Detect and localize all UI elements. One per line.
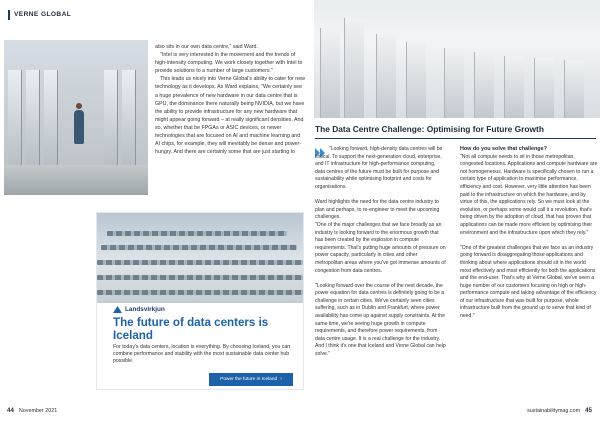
server-racks-photo (314, 0, 600, 118)
article-left-column (315, 146, 446, 366)
chevron-right-icon: › (280, 376, 282, 382)
body-paragraph: also sits in our own data centre," said Ward. (155, 44, 258, 50)
brand-mark (8, 10, 10, 20)
left-page-footer (7, 407, 57, 414)
datacentre-photo (4, 40, 148, 195)
right-page-number: 45 (585, 407, 592, 414)
article-paragraph: "Looking forward over the course of the next decade, the power equation for data centres is definitely going to be a challenge in certain cities. We've certainly seen cities suffering, such as in Dublin and Frankfurt, where power availability has come up against supply constraints. At the same time, we're seeing huge growth in compute requirements, and therefore power requirements, from data centre usage. It is a real challenge for the industry. And I think it's one that Iceland and Verne Global can help solve." (315, 282, 446, 358)
server-hall-photo (97, 213, 303, 303)
body-paragraph: This leads us nicely into Verne Global's ability to cater for new technology as it develops. As Ward explains, "We certainly see a huge prevalence of new hardware in our data centre that is GPU, the dominance there naturally being NVIDIA, but we have the ability to provide infrastructure for any new hardware that might appear going forward – at really significant densities. And so, whether that be FPGAs or ASIC devices, or newer technologies that are focused on AI and machine learning and AI chips, for example, they will inevitably be dense and power-hungry. And there are certainly some that are just starting to (155, 76, 305, 156)
title-divider (315, 138, 596, 139)
advert-logo (113, 306, 165, 313)
advert-headline: The future of data centers is Iceland (113, 316, 269, 342)
article-paragraph: "One of the major challenges that we face broadly as an industry is looking forward to the enormous growth that has been created by the explosion in compute requirements. That's putting huge amounts of pressure on power capacity, particularly in cities and other metropolitan areas where you've got immense amounts of congestion from data centres. (315, 221, 446, 274)
issue-date: November 2021 (18, 408, 58, 414)
landsvirkjun-advert (96, 212, 304, 390)
brand-name: VERNE GLOBAL (14, 11, 72, 18)
article-paragraph: "One of the greatest challenges that we face as an industry going forward is disaggregating those applications and thinking about where applications should sit in the world most effectively and most efficiently for both the applications and the end-user. That's why at Verne Global, we've seen a huge number of our customers focusing on high or high-performance compute and taking advantage of the efficiency of our infrastructure that was built for purpose, whole infrastructure built from the ground up to serve that kind of need." (460, 244, 597, 320)
article-paragraph: "Looking forward, high-density data centres will be critical. To support the next-generation cloud, enterprise, and IT infrastructure for high-performance computing, data centres of the future must be built for purpose and sustainability while optimising footprint and costs for organisations. (315, 146, 443, 190)
landsvirkjun-logo-icon (113, 306, 122, 313)
site-name: sustainabilitymag.com (527, 408, 581, 414)
advert-logo-text: Landsvirkjun (125, 306, 165, 313)
body-paragraph: "Intel is very interested in the movement and the trends of high-intensity computing. We work closely together with Intel to provide solutions to a number of large customers." (155, 52, 303, 75)
engineer-figure (74, 110, 84, 144)
power-the-future-button[interactable] (209, 373, 293, 386)
right-page-footer (527, 407, 592, 414)
article-subhead: How do you solve that challenge? (460, 146, 547, 152)
left-body-column (155, 43, 305, 156)
article-right-column (460, 146, 598, 328)
article-title: The Data Centre Challenge: Optimising for Future Growth (315, 124, 544, 134)
article-paragraph: Ward highlights the need for the data centre industry to plan and perhaps, to re-engineer to meet the upcoming challenges. (315, 199, 440, 221)
advert-copy: For today's data centers, location is everything. By choosing Iceland, you can combine performance and stability with the most sustainable data center hub possible. (113, 344, 291, 365)
article-paragraph: "Not all compute needs to sit in those metropolitan, congested locations. Applications and compute hardware are not homogeneous. Hardware is specifically chosen to run a certain type of application to maximise performance, efficiency and cost. However, very little attention has been paid to the infrastructure on which the hardware, and by virtue of this, the applications rely. So we must look at the evolution, or perhaps some would call it a revolution, that's being driven by the adoption of cloud, that has proven that applications can be made more efficient by optimising their environment and the infrastructure upon which they rely." (460, 153, 598, 236)
advert-button-label: Power the future in Iceland (220, 377, 278, 382)
brand-header (8, 6, 148, 24)
left-page-number: 44 (7, 407, 14, 414)
